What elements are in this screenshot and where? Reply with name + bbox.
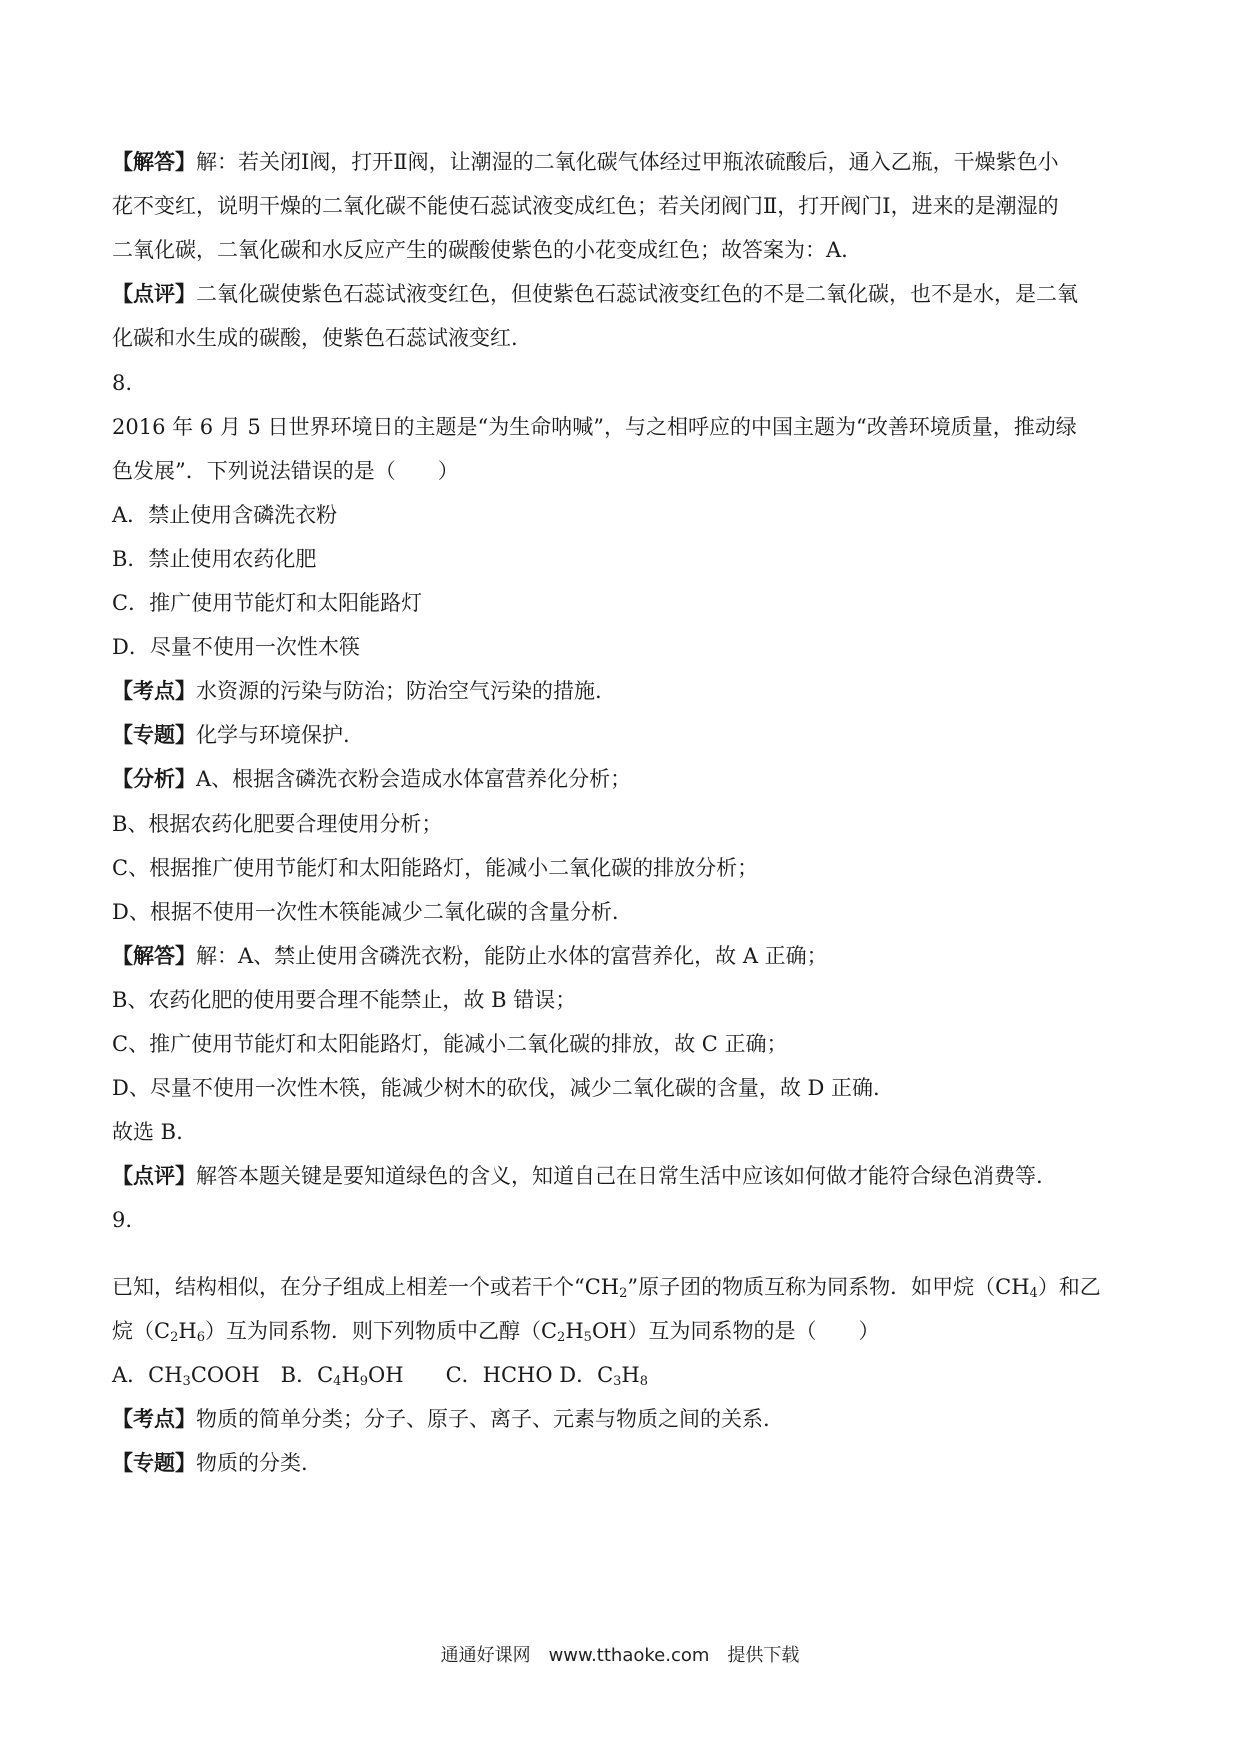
q8-answer-4: D、尽量不使用一次性木筷，能减少树木的砍伐，减少二氧化碳的含量，故 D 正确. [112,1076,880,1100]
section-tag: 【点评】 [112,281,196,306]
q8-option-d: D．尽量不使用一次性木筷 [112,635,360,659]
q8-stem-2: 色发展”．下列说法错误的是（ ） [112,459,459,483]
q7-review-1: 【点评】二氧化碳使紫色石蕊试液变红色，但使紫色石蕊试液变红色的不是二氧化碳，也不是水，是二氧 [112,281,1078,306]
q9-point: 【考点】物质的简单分类；分子、原子、离子、元素与物质之间的关系. [112,1406,770,1431]
q8-topic: 【专题】化学与环境保护. [112,722,350,747]
q9-stem-2: 烷$(C_2H_6)$互为同系物．则下列物质中乙醇$(C_2H_5OH)$互为同系物的是（ ） [112,1319,880,1345]
q9-options: A．$CH_3COOH$ B．$C_4H_9OH$ C．HCHO D．$C_3H_8$ [112,1363,649,1389]
q8-stem-1: 2016 年 6 月 5 日世界环境日的主题是“为生命呐喊”，与之相呼应的中国主题为“改善环境质量，推动绿 [112,415,1077,439]
q8-analysis-1: 【分析】A、根据含磷洗衣粉会造成水体富营养化分析； [112,766,632,791]
q8-point: 【考点】水资源的污染与防治；防治空气污染的措施. [112,678,602,703]
section-tag: 【点评】 [112,1163,196,1188]
section-tag: 【解答】 [112,943,196,968]
q7-review-2: 化碳和水生成的碳酸，使紫色石蕊试液变红. [112,326,518,350]
section-tag: 【考点】 [112,678,196,703]
section-tag: 【专题】 [112,722,196,747]
q8-option-c: C．推广使用节能灯和太阳能路灯 [112,591,423,615]
section-tag: 【考点】 [112,1406,196,1431]
q7-answer-3: 二氧化碳，二氧化碳和水反应产生的碳酸使紫色的小花变成红色；故答案为：A. [112,238,848,262]
q7-answer-2: 花不变红，说明干燥的二氧化碳不能使石蕊试液变成红色；若关闭阀门Ⅱ，打开阀门Ⅰ，进来的是潮湿的 [112,194,1059,218]
q8-option-b: B．禁止使用农药化肥 [112,547,317,571]
q7-answer-1: 【解答】解：若关闭Ⅰ阀，打开Ⅱ阀，让潮湿的二氧化碳气体经过甲瓶浓硫酸后，通入乙瓶，干燥紫色小 [112,149,1059,174]
section-tag: 【专题】 [112,1450,196,1475]
q8-answer-1: 【解答】解：A、禁止使用含磷洗衣粉，能防止水体的富营养化，故 A 正确； [112,943,828,968]
q8-answer-3: C、推广使用节能灯和太阳能路灯，能减小二氧化碳的排放，故 C 正确； [112,1032,788,1056]
q9-stem-1: 已知，结构相似，在分子组成上相差一个或若干个“$CH_2$”原子团的物质互称为同系物．如甲烷$(CH_4)$和乙 [112,1275,1101,1301]
section-tag: 【分析】 [112,766,196,791]
section-tag: 【解答】 [112,149,196,174]
q8-analysis-2: B、根据农药化肥要合理使用分析； [112,812,443,836]
q8-analysis-4: D、根据不使用一次性木筷能减少二氧化碳的含量分析. [112,900,619,924]
q8-option-a: A．禁止使用含磷洗衣粉 [112,503,338,527]
q9-topic: 【专题】物质的分类. [112,1450,308,1475]
q8-answer-2: B、农药化肥的使用要合理不能禁止，故 B 错误； [112,988,577,1012]
q8-analysis-3: C、根据推广使用节能灯和太阳能路灯，能减小二氧化碳的排放分析； [112,856,759,880]
q8-number: 8. [112,371,133,395]
q8-choice: 故选 B. [112,1120,183,1144]
q8-review: 【点评】解答本题关键是要知道绿色的含义，知道自己在日常生活中应该如何做才能符合绿色消费等. [112,1163,1043,1188]
page-footer: 通通好课网 www.tthaoke.com 提供下载 [440,1645,800,1666]
q9-number: 9. [112,1208,133,1232]
